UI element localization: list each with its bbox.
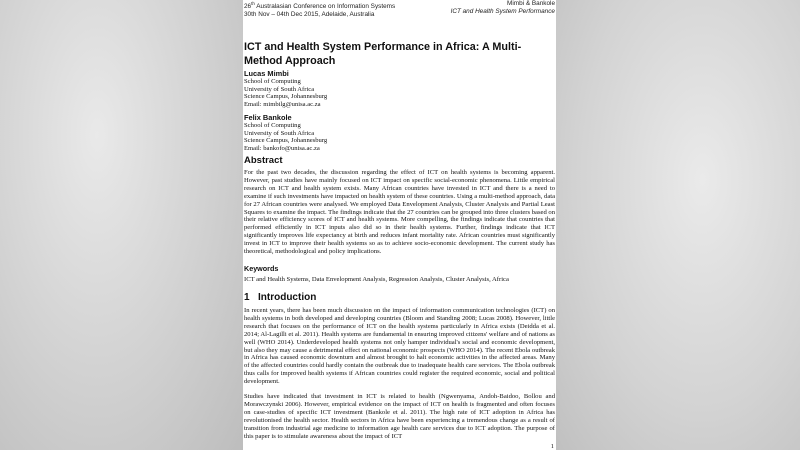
paper-title: ICT and Health System Performance in Africa: A Multi-Method Approach (244, 41, 522, 67)
author-campus: Science Campus, Johannesburg (244, 93, 328, 101)
page-number: 1 (550, 443, 554, 450)
author-campus: Science Campus, Johannesburg (244, 137, 328, 145)
background-left (0, 0, 243, 450)
background-right (556, 0, 800, 450)
intro-paragraph-1: In recent years, there has been much discussion on the impact of information communication technologies (ICT) on health systems in both developed and developing countries (Bloom and Standing 2008; Lucas 2008). However, little research that focuses on the performance of ICT on the health systems particularly in Africa exists (Deidda et al. 2014; Al-Lagilli et al. 2011). Health systems are fundamental in ensuring improved citizens' welfare and of nations as well (WHO 2014). Underdeveloped health systems not only hamper individual's social and economic development, but also they may cause a detrimental effect on national economic prospects (WHO 2014). The recent Ebola outbreak in Africa has caused economic downturn and almost brought to halt economic activities in the affected areas. Many of the affected countries could hardly contain the outbreak due to inadequate health care services. The Ebola outbreak thus calls for improved health systems if African countries could register the required economic, social and political development. (244, 307, 555, 386)
author-school: School of Computing (244, 122, 301, 129)
author-name: Lucas Mimbi (244, 69, 289, 78)
author-university: University of South Africa (244, 85, 315, 93)
header-left (244, 0, 395, 19)
author-block-2 (244, 113, 327, 152)
section-title: Introduction (258, 292, 317, 303)
section-number: 1 (244, 292, 250, 303)
intro-paragraph-2: Studies have indicated that investment in ICT is related to health (Ngwenyama, Andoh-Baidoo, Bollou and Morawczynski 2006). However, empirical evidence on the impact of ICT on health is fragmented and often focuses on case-studies of specific ICT investment (Bankole et al. 2011). The high rate of ICT adoption in Africa has revolutionised the health sector. Health sectors in Africa have been experiencing a tremendous change as a result of transition from industrial age medicine to information age health care services due to ICT adoption. The purpose of this paper is to stimulate awareness about the impact of ICT (244, 393, 555, 440)
author-email: Email: mimbilg@unisa.ac.za (244, 100, 321, 108)
author-name: Felix Bankole (244, 113, 292, 122)
keywords-heading: Keywords (244, 264, 279, 273)
abstract-text: For the past two decades, the discussion regarding the effect of ICT on health systems is becoming apparent. However, past studies have mainly focused on ICT impact on specific social-economic phenomena. Little empirical research on ICT and health system exists. Many African countries have invested in ICT and there is a need to examine if such investments have impacted on health system of these countries. Using a multi-method approach, data for 27 African countries were analysed. We employed Data Envelopment Analysis, Cluster Analysis and Partial Least Squares to examine the impact. The findings indicate that the 27 countries can be grouped into three clusters based on their relative efficiency scores of ICT and health systems. More compelling, the findings indicate that countries that performed efficiently in ICT inputs also did so in their health systems. Further, findings indicate that ICT significantly improves life expectancy at birth and reduces infant mortality rate. African countries must significantly invest in ICT to improve their health systems so as to achieve socio-economic development. The current study has theoretical, methodological and policy implications. (244, 169, 555, 256)
abstract-heading: Abstract (244, 155, 283, 166)
header-authors: Mimbi & Bankole (507, 0, 555, 7)
document-page (243, 0, 556, 450)
keywords-text: ICT and Health Systems, Data Envelopment Analysis, Regression Analysis, Cluster Analysis, Africa (244, 276, 509, 283)
author-block-1 (244, 69, 327, 108)
author-school: School of Computing (244, 78, 301, 85)
author-university: University of South Africa (244, 129, 315, 137)
header-right (451, 0, 555, 16)
section-heading (244, 292, 316, 303)
author-email: Email: bankofo@unisa.ac.za (244, 144, 320, 152)
conference-dates: 30th Nov – 04th Dec 2015, Adelaide, Australia (244, 11, 375, 19)
header-short-title: ICT and Health System Performance (450, 8, 555, 15)
conference-line: 26th Australasian Conference on Information Systems (244, 1, 396, 11)
